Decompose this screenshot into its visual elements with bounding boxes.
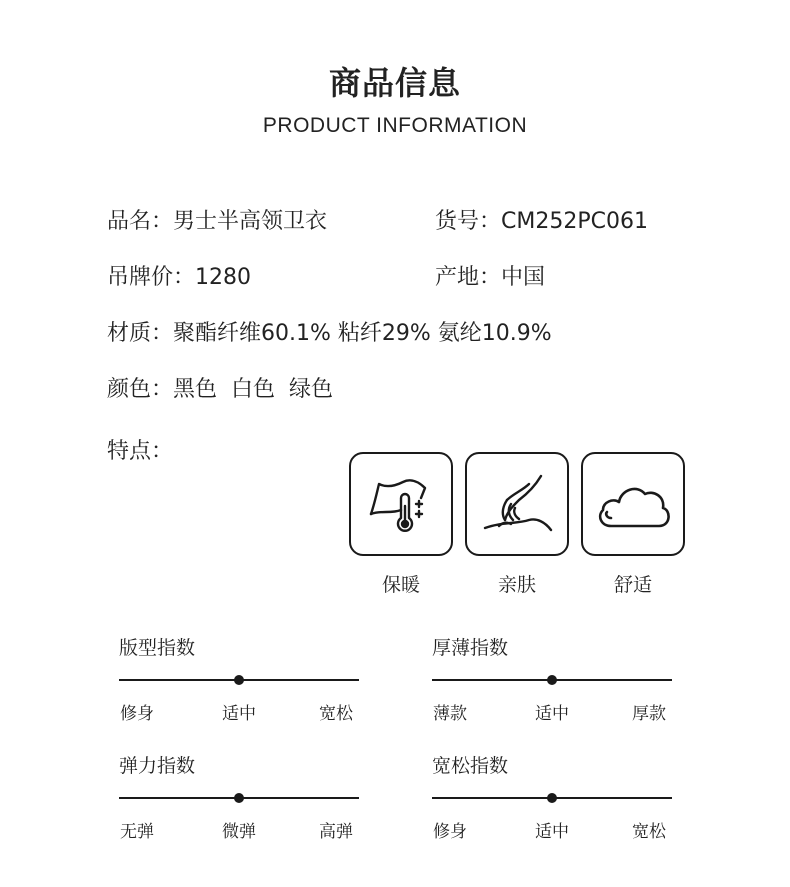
scale-elasticity-marker	[234, 793, 244, 803]
scale-thickness-tick-low: 薄款	[433, 704, 467, 724]
feature-skin-box	[465, 452, 569, 556]
info-features-label: 特点：	[107, 439, 174, 464]
scale-elasticity-tick-high: 高弹	[319, 822, 353, 842]
info-name-label: 品名：	[107, 209, 174, 234]
info-price	[107, 264, 251, 292]
scale-thickness-tick-mid: 适中	[535, 704, 569, 724]
scale-elasticity-tick-low: 无弹	[120, 822, 154, 842]
info-color-label: 颜色：	[107, 377, 174, 402]
scale-fit-tick-mid: 适中	[222, 704, 256, 724]
scale-elasticity-tick-mid: 微弹	[222, 822, 256, 842]
feature-skin-label: 亲肤	[497, 574, 536, 596]
info-color	[107, 376, 333, 404]
warmth-thermometer-icon	[361, 464, 441, 544]
info-material-value: 聚酯纤维60.1% 粘纤29% 氨纶10.9%	[173, 321, 552, 346]
scale-looseness-tick-high: 宽松	[632, 822, 666, 842]
scale-fit-tick-high: 宽松	[319, 704, 353, 724]
scale-thickness	[432, 633, 672, 724]
feature-comfort-label: 舒适	[613, 574, 652, 596]
info-name-value: 男士半高领卫衣	[173, 209, 328, 234]
scale-thickness-title: 厚薄指数	[432, 637, 509, 659]
scale-looseness	[432, 751, 672, 842]
info-sku	[435, 208, 648, 236]
feature-warmth-label: 保暖	[381, 574, 420, 596]
info-material	[107, 320, 552, 348]
info-origin-label: 产地：	[435, 265, 502, 290]
scale-elasticity	[119, 751, 359, 842]
scale-thickness-marker	[547, 675, 557, 685]
info-name	[107, 208, 327, 236]
info-price-label: 吊牌价：	[107, 265, 196, 290]
scale-looseness-title: 宽松指数	[432, 755, 509, 777]
info-sku-label: 货号：	[435, 209, 502, 234]
feature-comfort	[581, 452, 685, 597]
page-title-en: PRODUCT INFORMATION	[262, 114, 528, 137]
scale-fit-tick-low: 修身	[120, 704, 154, 724]
scale-looseness-tick-mid: 适中	[535, 822, 569, 842]
scale-fit	[119, 633, 359, 724]
page-title-cn: 商品信息	[328, 64, 461, 102]
scale-thickness-tick-high: 厚款	[632, 704, 666, 724]
scale-fit-title: 版型指数	[119, 637, 196, 659]
cloud-comfort-icon	[593, 464, 673, 544]
scale-looseness-marker	[547, 793, 557, 803]
info-origin	[435, 264, 545, 292]
scale-fit-marker	[234, 675, 244, 685]
feature-warmth-box	[349, 452, 453, 556]
info-sku-value: CM252PC061	[501, 209, 648, 234]
feature-comfort-box	[581, 452, 685, 556]
scale-looseness-tick-low: 修身	[433, 822, 467, 842]
info-price-value: 1280	[195, 265, 252, 290]
feature-warmth	[349, 452, 453, 597]
info-origin-value: 中国	[501, 265, 546, 290]
scale-elasticity-title: 弹力指数	[119, 755, 196, 777]
feature-skin	[465, 452, 569, 597]
info-color-value: 黑色 白色 绿色	[173, 377, 333, 402]
hand-touch-skin-icon	[477, 464, 557, 544]
info-material-label: 材质：	[107, 321, 174, 346]
